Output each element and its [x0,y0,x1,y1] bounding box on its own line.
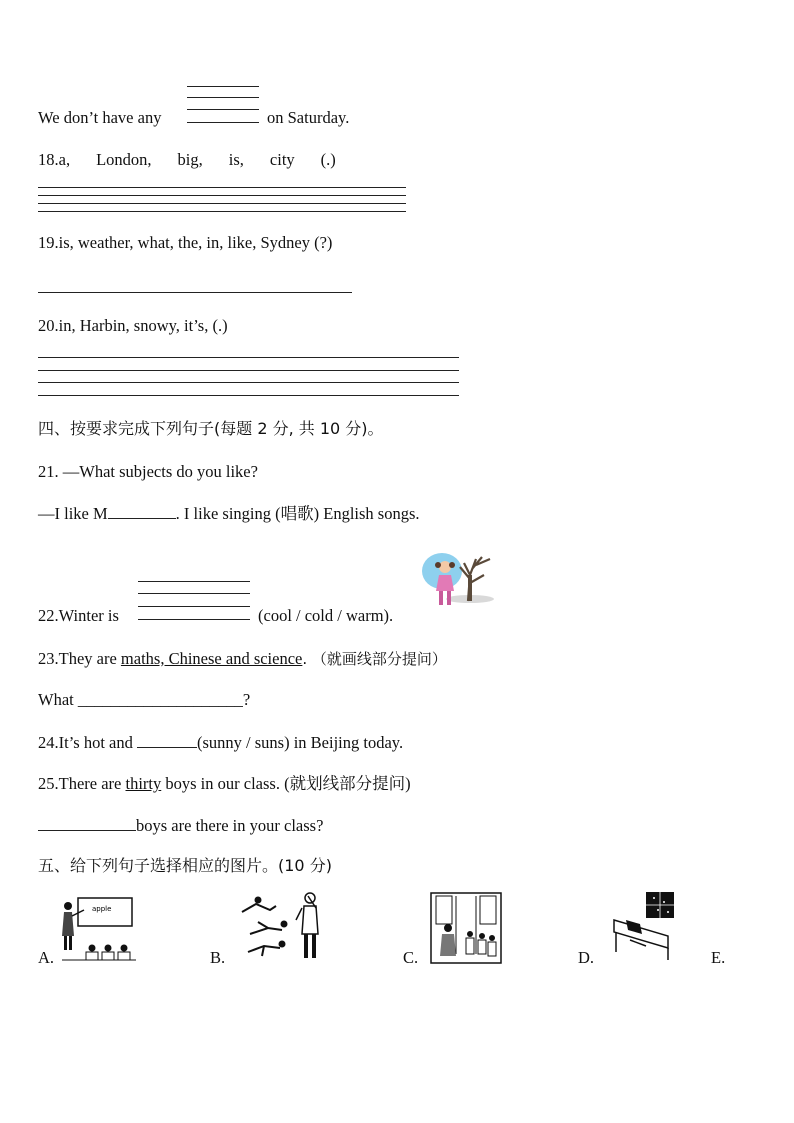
q18-word: London, [96,150,152,169]
q18-answer-line[interactable] [38,195,406,196]
board-word: apple [92,905,112,913]
q25-text-after-blank: boys are there in your class? [136,816,324,835]
q18-word: (.) [320,150,336,169]
q19-prompt: 19.is, weather, what, the, in, like, Sydney (?) [38,233,333,252]
option-e-label: E. [711,948,726,967]
sleeping-night-picture [606,890,678,960]
q17-answer-line-3[interactable] [187,109,259,110]
q25-text-after: boys in our class. (就划线部分提问) [161,774,411,793]
q18-prompt [38,150,362,170]
winter-girl-illustration [420,545,500,613]
q23-text-before: 23.They are [38,649,121,668]
q24-text-before: 24.It’s hot and [38,733,137,752]
q18-answer-line[interactable] [38,187,406,188]
q25-prompt [38,774,411,794]
q18-answer-line[interactable] [38,211,406,212]
q22-text-before: 22.Winter is [38,606,119,625]
q18-word: big, [177,150,203,169]
q22-answer-line-1[interactable] [138,581,250,582]
q25-blank[interactable] [38,815,136,831]
section-4-title: 四、按要求完成下列句子(每题 2 分, 共 10 分)。 [38,419,384,438]
option-d-label: D. [578,948,595,967]
q18-word: is, [228,150,244,169]
q17-answer-line-4[interactable] [187,122,259,123]
q20-prompt: 20.in, Harbin, snowy, it’s, (.) [38,316,228,335]
option-b-label: B. [210,948,226,967]
q20-answer-line[interactable] [38,395,459,396]
q24-blank[interactable] [137,732,197,748]
option-c-label: C. [403,948,419,967]
q21-text-b: . I like singing (唱歌) English songs. [175,504,420,523]
exercise-picture [238,890,328,962]
teacher-classroom-picture [58,896,138,962]
section-5-title: 五、给下列句子选择相应的图片。(10 分) [38,856,332,875]
q22-text-after: (cool / cold / warm). [258,606,394,625]
q25-underlined: thirty [125,774,162,793]
q17-answer-line-2[interactable] [187,97,259,98]
q24-prompt [38,732,403,753]
q18-number: 18. [38,150,59,169]
q19-answer-line[interactable] [38,292,352,293]
option-a-label: A. [38,948,55,967]
q25-text-before: 25.There are [38,774,126,793]
q17-text-after: on Saturday. [267,108,350,127]
q17-answer-line-1[interactable] [187,86,259,87]
q17-text-before: We don’t have any [38,108,162,127]
q20-answer-line[interactable] [38,382,459,383]
classroom-greeting-picture [430,892,502,964]
q22-answer-line-4[interactable] [138,619,250,620]
q20-answer-line[interactable] [38,370,459,371]
q21-text-a: —I like M [38,504,108,523]
q18-word: a, [58,150,71,169]
q24-text-after: (sunny / suns) in Beijing today. [197,733,404,752]
q23-text-after: . （就画线部分提问） [302,650,447,668]
q21-blank[interactable] [108,503,176,519]
q23-answer-line[interactable]: What ____________________? [38,690,251,709]
q21-answer-line [38,503,420,524]
q23-prompt [38,649,447,669]
q20-answer-line[interactable] [38,357,459,358]
q18-word: city [269,150,295,169]
q23-underlined: maths, Chinese and science [120,649,303,668]
q22-answer-line-2[interactable] [138,593,250,594]
q25-answer-line [38,815,323,836]
q18-answer-line[interactable] [38,203,406,204]
q21-question: 21. —What subjects do you like? [38,462,258,481]
q22-answer-line-3[interactable] [138,606,250,607]
